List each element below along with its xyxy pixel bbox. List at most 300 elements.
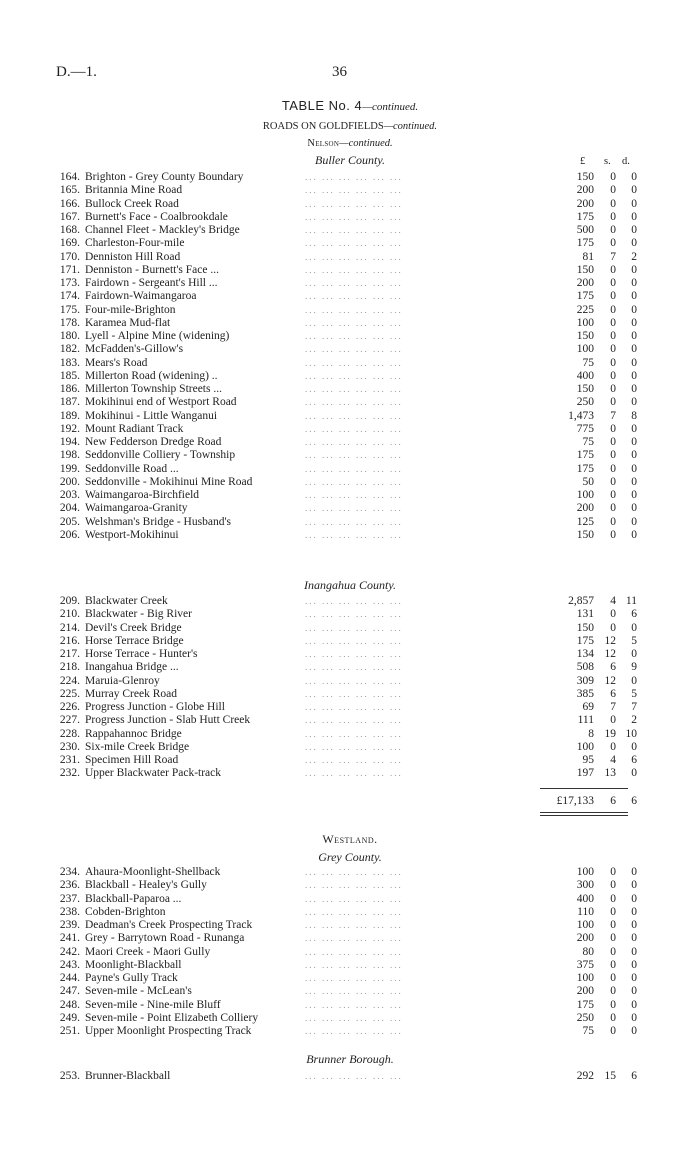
amount-pence: 8 <box>631 409 637 422</box>
amount-pence: 0 <box>631 197 637 210</box>
leader-dots: ... ... ... ... ... ... <box>305 946 403 957</box>
leader-dots: ... ... ... ... ... ... <box>305 304 403 315</box>
table-row <box>50 919 640 932</box>
table-row <box>50 661 640 674</box>
amount-shillings: 12 <box>604 634 616 647</box>
amount-shillings: 0 <box>610 184 616 197</box>
table-row <box>50 277 640 290</box>
amount-pence: 0 <box>631 436 637 448</box>
road-number: 194. <box>59 436 80 448</box>
amount-pence: 10 <box>625 727 637 740</box>
road-number: 214. <box>59 621 80 634</box>
amount-pounds: 150 <box>576 330 594 342</box>
subtitle-goldfields-text: ROADS ON GOLDFIELDS <box>262 121 384 132</box>
road-name: Seddonville Road ... <box>85 462 179 475</box>
amount-pence: 0 <box>631 449 637 462</box>
leader-dots: ... ... ... ... ... ... <box>305 357 403 368</box>
leader-dots: ... ... ... ... ... ... <box>305 741 403 752</box>
leader-dots: ... ... ... ... ... ... <box>305 609 403 620</box>
amount-shillings: 0 <box>610 369 616 382</box>
leader-dots: ... ... ... ... ... ... <box>305 278 403 288</box>
amount-shillings: 0 <box>610 489 616 501</box>
leader-dots: ... ... ... ... ... ... <box>305 503 403 514</box>
table-row <box>50 383 640 396</box>
table-row <box>50 237 640 250</box>
road-name: New Fedderson Dredge Road <box>85 436 222 448</box>
amount-pence: 0 <box>631 383 637 395</box>
road-number: 239. <box>59 919 80 931</box>
amount-shillings: 0 <box>610 945 616 958</box>
road-name: Seven-mile - Point Elizabeth Colliery <box>85 1011 259 1024</box>
leader-dots: ... ... ... ... ... ... <box>305 384 403 394</box>
road-name: Mount Radiant Track <box>85 422 184 435</box>
road-name: Fairdown-Waimangaroa <box>85 290 197 303</box>
table-row <box>50 893 640 906</box>
table-row <box>50 198 640 211</box>
amount-pounds: 200 <box>576 197 594 210</box>
road-name: Six-mile Creek Bridge <box>85 740 190 753</box>
table-row <box>50 343 640 356</box>
road-number: 243. <box>59 958 80 971</box>
road-name: Brighton - Grey County Boundary <box>85 171 244 183</box>
amount-pounds: 75 <box>582 436 594 448</box>
amount-shillings: 0 <box>610 502 616 515</box>
road-number: 238. <box>59 905 80 918</box>
page-number: 36 <box>332 64 347 80</box>
county-grey: Grey County. <box>318 850 382 864</box>
amount-pounds: 200 <box>576 184 594 197</box>
amount-pounds: 508 <box>576 661 594 674</box>
amount-shillings: 0 <box>610 866 616 878</box>
amount-pence: 0 <box>631 985 637 998</box>
road-number: 199. <box>59 462 80 475</box>
amount-shillings: 0 <box>610 932 616 945</box>
amount-shillings: 7 <box>610 250 616 263</box>
list-buller <box>50 171 640 542</box>
table-row <box>50 290 640 303</box>
road-number: 173. <box>59 277 80 289</box>
road-number: 182. <box>59 343 80 356</box>
road-number: 228. <box>59 727 80 740</box>
amount-pence: 0 <box>631 892 637 905</box>
road-name: Moonlight-Blackball <box>85 958 182 971</box>
road-number: 216. <box>59 634 80 647</box>
amount-pence: 0 <box>631 1011 637 1024</box>
road-number: 192. <box>59 422 80 435</box>
road-name: Maruia-Glenroy <box>85 674 160 687</box>
leader-dots: ... ... ... ... ... ... <box>305 920 403 930</box>
leader-dots: ... ... ... ... ... ... <box>305 755 403 765</box>
leader-dots: ... ... ... ... ... ... <box>305 702 403 712</box>
amount-shillings: 0 <box>610 356 616 369</box>
road-number: 249. <box>59 1011 80 1024</box>
amount-pounds: 80 <box>582 945 594 958</box>
table-title-main: TABLE No. 4 <box>281 98 363 113</box>
amount-pence: 0 <box>631 422 637 435</box>
road-name: Britannia Mine Road <box>85 184 183 197</box>
amount-pounds: 175 <box>576 998 594 1011</box>
road-number: 171. <box>59 263 80 276</box>
road-name: Payne's Gully Track <box>85 972 178 984</box>
amount-pounds: 175 <box>576 237 594 250</box>
column-head-pounds: £ <box>580 156 586 167</box>
road-number: 203. <box>59 489 80 501</box>
road-number: 253. <box>59 1070 80 1082</box>
road-number: 232. <box>59 767 80 780</box>
amount-pence: 0 <box>631 184 637 197</box>
amount-shillings: 0 <box>610 528 616 541</box>
road-number: 178. <box>59 316 80 329</box>
leader-dots: ... ... ... ... ... ... <box>305 516 403 527</box>
amount-shillings: 0 <box>610 263 616 276</box>
leader-dots: ... ... ... ... ... ... <box>305 172 403 182</box>
amount-shillings: 0 <box>610 197 616 210</box>
road-name: Horse Terrace - Hunter's <box>85 648 198 660</box>
leader-dots: ... ... ... ... ... ... <box>305 291 403 302</box>
road-number: 251. <box>59 1025 80 1037</box>
amount-pence: 0 <box>631 998 637 1011</box>
leader-dots: ... ... ... ... ... ... <box>305 450 403 461</box>
table-row <box>50 866 640 879</box>
road-name: Grey - Barrytown Road - Runanga <box>85 932 245 945</box>
amount-pence: 0 <box>631 502 637 515</box>
amount-pounds: 111 <box>577 714 594 727</box>
column-head-pence: d. <box>622 156 630 167</box>
amount-shillings: 0 <box>610 330 616 342</box>
leader-dots: ... ... ... ... ... ... <box>305 880 403 891</box>
amount-pence: 0 <box>631 369 637 382</box>
amount-pence: 0 <box>631 316 637 329</box>
amount-pence: 6 <box>631 608 637 621</box>
page-header-ref: D.—1. <box>56 64 97 80</box>
road-number: 247. <box>59 985 80 998</box>
leader-dots: ... ... ... ... ... ... <box>305 410 403 421</box>
amount-pounds: 500 <box>576 224 594 236</box>
table-row <box>50 184 640 197</box>
leader-dots: ... ... ... ... ... ... <box>305 397 403 408</box>
table-row <box>50 463 640 476</box>
amount-shillings: 0 <box>610 422 616 435</box>
amount-pence: 2 <box>631 714 637 727</box>
amount-pounds: 95 <box>582 754 594 766</box>
amount-pounds: 100 <box>576 489 594 501</box>
road-name: Maori Creek - Maori Gully <box>85 945 211 958</box>
road-number: 227. <box>59 714 80 727</box>
road-name: Seven-mile - McLean's <box>85 985 192 998</box>
amount-pounds: 250 <box>576 1011 594 1024</box>
leader-dots: ... ... ... ... ... ... <box>305 622 403 633</box>
amount-shillings: 0 <box>610 449 616 462</box>
road-number: 170. <box>59 250 80 263</box>
road-number: 218. <box>59 661 80 674</box>
amount-pounds: 150 <box>576 383 594 395</box>
amount-shillings: 0 <box>610 475 616 488</box>
amount-shillings: 0 <box>610 1011 616 1024</box>
leader-dots: ... ... ... ... ... ... <box>305 211 403 222</box>
list-brunner <box>50 1070 640 1083</box>
county-inangahua: Inangahua County. <box>304 578 396 592</box>
amount-shillings: 19 <box>604 727 616 740</box>
road-number: 248. <box>59 998 80 1011</box>
table-row <box>50 999 640 1012</box>
road-name: Brunner-Blackball <box>85 1070 171 1082</box>
table-row <box>50 516 640 529</box>
amount-pence: 0 <box>631 528 637 541</box>
road-number: 226. <box>59 701 80 713</box>
leader-dots: ... ... ... ... ... ... <box>305 198 403 209</box>
amount-pounds: 100 <box>576 972 594 984</box>
amount-pounds: 225 <box>576 303 594 316</box>
total-rule-top <box>540 788 628 789</box>
table-row <box>50 370 640 383</box>
table-row <box>50 622 640 635</box>
subtitle-goldfields-continued: —continued. <box>383 121 438 132</box>
road-name: Seddonville - Mokihinui Mine Road <box>85 475 253 488</box>
amount-pounds: 175 <box>576 290 594 303</box>
amount-pence: 5 <box>631 687 637 700</box>
table-row <box>50 648 640 661</box>
amount-shillings: 7 <box>610 701 616 713</box>
amount-pence: 0 <box>631 945 637 958</box>
table-row <box>50 1070 640 1083</box>
amount-pounds: 1,473 <box>568 409 594 422</box>
table-row <box>50 304 640 317</box>
road-number: 198. <box>59 449 80 462</box>
road-name: Bullock Creek Road <box>85 197 179 210</box>
table-row <box>50 608 640 621</box>
road-number: 175. <box>59 303 80 316</box>
table-row <box>50 489 640 502</box>
amount-pence: 5 <box>631 634 637 647</box>
table-row <box>50 985 640 998</box>
table-row <box>50 224 640 237</box>
road-name: Blackball-Paparoa ... <box>85 892 182 905</box>
road-number: 187. <box>59 396 80 409</box>
amount-shillings: 0 <box>610 290 616 303</box>
amount-pounds: 50 <box>582 475 594 488</box>
subtitle-goldfields <box>0 121 700 132</box>
leader-dots: ... ... ... ... ... ... <box>305 490 403 500</box>
leader-dots: ... ... ... ... ... ... <box>305 264 403 275</box>
leader-dots: ... ... ... ... ... ... <box>305 225 403 235</box>
road-name: Upper Moonlight Prospecting Track <box>85 1025 252 1037</box>
table-row <box>50 396 640 409</box>
leader-dots: ... ... ... ... ... ... <box>305 867 403 877</box>
list-inangahua <box>50 595 640 781</box>
amount-pence: 0 <box>631 489 637 501</box>
subtitle-nelson <box>0 138 700 149</box>
road-name: Lyell - Alpine Mine (widening) <box>85 330 230 342</box>
amount-shillings: 6 <box>610 687 616 700</box>
subtitle-nelson-continued: —continued. <box>339 138 393 149</box>
road-number: 237. <box>59 892 80 905</box>
road-name: Rappahannoc Bridge <box>85 727 182 740</box>
amount-pounds: 197 <box>576 767 594 780</box>
amount-pence: 0 <box>631 277 637 289</box>
table-row <box>50 879 640 892</box>
amount-shillings: 0 <box>610 714 616 727</box>
total-shillings: 6 <box>610 795 616 807</box>
leader-dots: ... ... ... ... ... ... <box>305 476 403 487</box>
amount-shillings: 0 <box>610 998 616 1011</box>
leader-dots: ... ... ... ... ... ... <box>305 906 403 917</box>
road-name: Channel Fleet - Mackley's Bridge <box>85 224 240 236</box>
amount-pounds: 134 <box>576 648 594 660</box>
leader-dots: ... ... ... ... ... ... <box>305 344 403 355</box>
section-westland: Westland. <box>322 832 378 846</box>
road-name: Upper Blackwater Pack-track <box>85 767 222 780</box>
leader-dots: ... ... ... ... ... ... <box>305 649 403 659</box>
amount-pence: 0 <box>631 905 637 918</box>
road-name: Murray Creek Road <box>85 687 177 700</box>
road-name: Progress Junction - Slab Hutt Creek <box>85 714 251 727</box>
road-name: Waimangaroa-Birchfield <box>85 489 200 501</box>
road-number: 169. <box>59 237 80 250</box>
amount-shillings: 0 <box>610 972 616 984</box>
leader-dots: ... ... ... ... ... ... <box>305 596 403 606</box>
table-row <box>50 423 640 436</box>
amount-pounds: 150 <box>576 528 594 541</box>
county-buller: Buller County. <box>315 153 385 167</box>
amount-shillings: 0 <box>610 462 616 475</box>
road-name: Horse Terrace Bridge <box>85 634 184 647</box>
amount-pounds: 175 <box>576 449 594 462</box>
amount-pence: 0 <box>631 879 637 892</box>
leader-dots: ... ... ... ... ... ... <box>305 331 403 341</box>
road-number: 224. <box>59 674 80 687</box>
amount-pounds: 150 <box>576 263 594 276</box>
table-row <box>50 357 640 370</box>
amount-pence: 0 <box>631 475 637 488</box>
amount-shillings: 0 <box>610 316 616 329</box>
amount-pence: 0 <box>631 866 637 878</box>
amount-pence: 0 <box>631 237 637 250</box>
amount-pounds: 175 <box>576 210 594 223</box>
leader-dots: ... ... ... ... ... ... <box>305 715 403 726</box>
amount-shillings: 0 <box>610 740 616 753</box>
table-row <box>50 688 640 701</box>
amount-pence: 0 <box>631 356 637 369</box>
road-name: Ahaura-Moonlight-Shellback <box>85 866 221 878</box>
total-rule-bottom-double <box>540 815 628 816</box>
amount-pence: 6 <box>631 754 637 766</box>
amount-shillings: 0 <box>610 621 616 634</box>
amount-pence: 6 <box>631 1070 637 1082</box>
amount-pence: 0 <box>631 1025 637 1037</box>
amount-pence: 2 <box>631 250 637 263</box>
amount-shillings: 0 <box>610 210 616 223</box>
amount-pounds: 100 <box>576 316 594 329</box>
table-row <box>50 330 640 343</box>
road-number: 166. <box>59 197 80 210</box>
amount-shillings: 6 <box>610 661 616 674</box>
amount-pounds: 69 <box>582 701 594 713</box>
table-row <box>50 449 640 462</box>
road-number: 242. <box>59 945 80 958</box>
road-number: 210. <box>59 608 80 621</box>
leader-dots: ... ... ... ... ... ... <box>305 662 403 673</box>
leader-dots: ... ... ... ... ... ... <box>305 999 403 1010</box>
amount-pounds: 100 <box>576 740 594 753</box>
road-name: Denniston - Burnett's Face ... <box>85 263 219 276</box>
table-row <box>50 675 640 688</box>
amount-pounds: 150 <box>576 171 594 183</box>
amount-shillings: 0 <box>610 303 616 316</box>
amount-pounds: 125 <box>576 515 594 528</box>
amount-pence: 7 <box>631 701 637 713</box>
amount-pounds: 75 <box>582 356 594 369</box>
road-number: 231. <box>59 754 80 766</box>
road-name: Charleston-Four-mile <box>85 237 185 250</box>
column-head-shillings: s. <box>604 156 611 167</box>
road-name: Fairdown - Sergeant's Hill ... <box>85 277 218 289</box>
total-pounds: £17,133 <box>556 795 594 807</box>
table-row <box>50 410 640 423</box>
list-grey <box>50 866 640 1038</box>
amount-shillings: 0 <box>610 919 616 931</box>
amount-pounds: 75 <box>582 1025 594 1037</box>
leader-dots: ... ... ... ... ... ... <box>305 1071 403 1081</box>
road-name: Specimen Hill Road <box>85 754 179 766</box>
table-row <box>50 529 640 542</box>
amount-pence: 0 <box>631 462 637 475</box>
amount-pounds: 200 <box>576 932 594 945</box>
table-row <box>50 946 640 959</box>
amount-pounds: 309 <box>576 674 594 687</box>
road-name: Burnett's Face - Coalbrookdale <box>85 210 228 223</box>
road-number: 185. <box>59 369 80 382</box>
amount-pounds: 292 <box>576 1070 594 1082</box>
amount-shillings: 13 <box>604 767 616 780</box>
table-row <box>50 436 640 449</box>
amount-pounds: 2,857 <box>568 595 594 607</box>
amount-shillings: 4 <box>610 595 616 607</box>
amount-pence: 0 <box>631 648 637 660</box>
road-number: 206. <box>59 528 80 541</box>
amount-shillings: 0 <box>610 515 616 528</box>
leader-dots: ... ... ... ... ... ... <box>305 317 403 328</box>
amount-shillings: 0 <box>610 958 616 971</box>
table-row <box>50 701 640 714</box>
road-name: Blackwater Creek <box>85 595 168 607</box>
amount-pounds: 775 <box>576 422 594 435</box>
road-name: Denniston Hill Road <box>85 250 181 263</box>
amount-pounds: 100 <box>576 919 594 931</box>
amount-pounds: 150 <box>576 621 594 634</box>
amount-pence: 0 <box>631 674 637 687</box>
amount-pounds: 175 <box>576 634 594 647</box>
amount-shillings: 0 <box>610 171 616 183</box>
road-number: 164. <box>59 171 80 183</box>
table-row <box>50 767 640 780</box>
amount-pounds: 8 <box>588 727 594 740</box>
table-row <box>50 264 640 277</box>
table-row <box>50 211 640 224</box>
amount-shillings: 0 <box>610 892 616 905</box>
road-name: Four-mile-Brighton <box>85 303 176 316</box>
amount-pounds: 200 <box>576 985 594 998</box>
table-row <box>50 1012 640 1025</box>
amount-pence: 0 <box>631 932 637 945</box>
road-name: Blackball - Healey's Gully <box>85 879 207 892</box>
leader-dots: ... ... ... ... ... ... <box>305 986 403 997</box>
table-title-continued: —continued. <box>362 101 419 113</box>
amount-pounds: 385 <box>576 687 594 700</box>
amount-pounds: 400 <box>576 369 594 382</box>
amount-pence: 0 <box>631 303 637 316</box>
amount-shillings: 0 <box>610 985 616 998</box>
table-row <box>50 1025 640 1038</box>
